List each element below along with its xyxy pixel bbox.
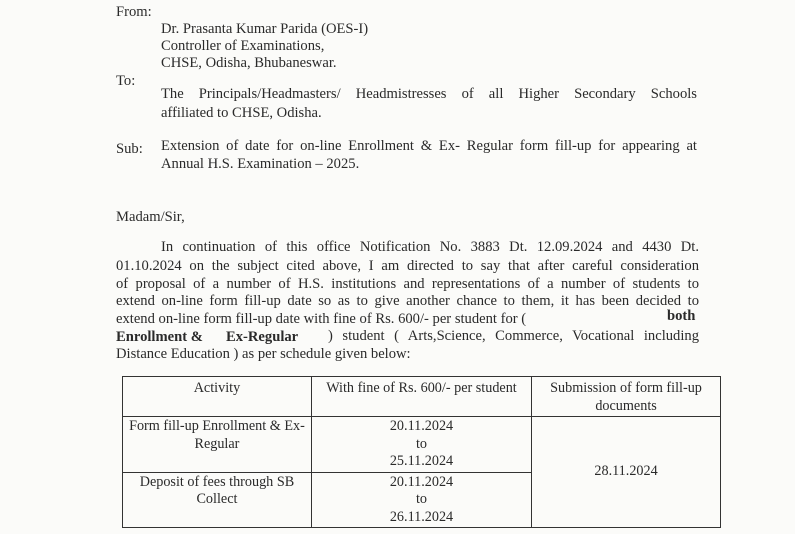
row2-activity: Deposit of fees through SB Collect — [123, 472, 312, 528]
submission-date: 28.11.2024 — [532, 417, 721, 528]
row2-until-date: 26.11.2024 — [389, 508, 454, 525]
body-line-6-rest: ) student ( Arts,Science, Commerce, Vocational including — [328, 328, 699, 344]
body-line-4: extend on-line form fill-up date so as to give another chance to them, it has been decided to — [116, 293, 699, 309]
body-enrollment-bold: Enrollment & — [116, 329, 203, 345]
sender-title: Controller of Examinations, — [161, 38, 325, 54]
from-label: From: — [116, 4, 152, 20]
recipient-line-1: The Principals/Headmasters/ Headmistresses of all Higher Secondary Schools — [161, 86, 697, 102]
row2-from-date: 20.11.2024 — [389, 473, 454, 490]
header-activity: Activity — [123, 377, 312, 417]
row1-until-date: 25.11.2024 — [389, 453, 454, 469]
body-line-2: 01.10.2024 on the subject cited above, I am directed to say that after careful consideration — [116, 258, 699, 274]
recipient-line-2: affiliated to CHSE, Odisha. — [161, 105, 322, 121]
row2-to-word: to — [415, 491, 428, 507]
subject-line-2: Annual H.S. Examination – 2025. — [161, 156, 360, 172]
table-header-row — [123, 377, 721, 417]
header-fine: With fine of Rs. 600/- per student — [311, 377, 531, 417]
salutation: Madam/Sir, — [116, 209, 185, 225]
table-row — [123, 417, 721, 473]
body-line-7: Distance Education ) as per schedule given below: — [116, 346, 411, 362]
row2-dates — [311, 472, 531, 528]
row1-from-date: 20.11.2024 — [389, 418, 454, 434]
row1-activity: Form fill-up Enrollment & Ex-Regular — [123, 417, 312, 473]
subject-line-1: Extension of date for on-line Enrollment & Ex- Regular form fill-up for appearing at — [161, 138, 697, 154]
body-line-1: In continuation of this office Notification No. 3883 Dt. 12.09.2024 and 4430 Dt. — [161, 239, 699, 255]
subject-label: Sub: — [116, 141, 143, 157]
body-line-5: extend on-line form fill-up date with fine of Rs. 600/- per student for ( — [116, 311, 527, 327]
body-exregular-bold: Ex-Regular — [226, 329, 299, 345]
schedule-table — [122, 376, 721, 528]
sender-name: Dr. Prasanta Kumar Parida (OES-I) — [161, 21, 369, 37]
to-label: To: — [116, 73, 136, 89]
header-submission: Submission of form fill-up documents — [532, 377, 721, 417]
row1-dates — [311, 417, 531, 473]
row1-to-word: to — [415, 435, 428, 452]
body-line-3: of proposal of a number of H.S. institutions and representations of a number of students to — [116, 276, 699, 292]
sender-office: CHSE, Odisha, Bhubaneswar. — [161, 55, 337, 71]
body-both-bold: both — [667, 308, 696, 324]
